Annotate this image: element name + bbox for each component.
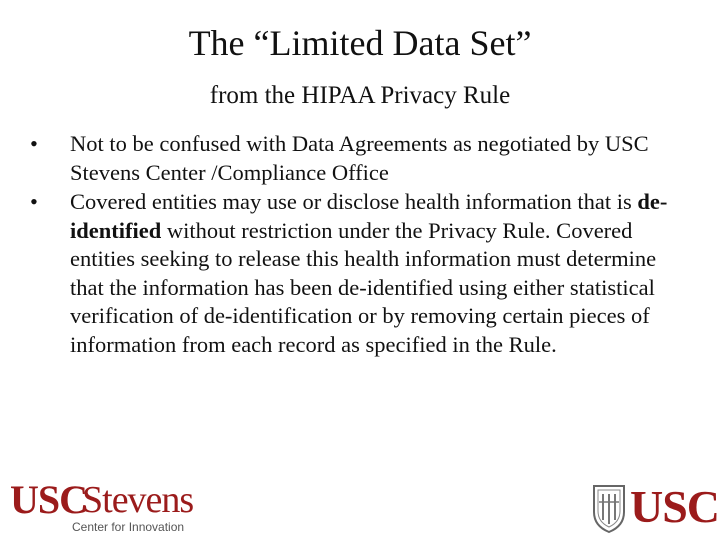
logo-stevens-text: Stevens	[82, 479, 194, 521]
bullet-text-after: without restriction under the Privacy Rule. Covered entities seeking to release this health information must determine that the information has been de-identified using either statistical verification of de-identification or by removing certain pieces of information from each record as specified in the Rule.	[70, 217, 657, 357]
logo-usc-text: USC	[10, 477, 88, 522]
bullet-item	[30, 188, 690, 359]
logo-usc-wordmark: USC	[630, 481, 720, 532]
bullet-text: Not to be confused with Data Agreements as negotiated by USC Stevens Center /Compliance Office	[70, 131, 649, 185]
usc-seal-icon	[590, 482, 628, 534]
bullet-marker: •	[30, 131, 38, 156]
bullet-list	[30, 130, 690, 360]
slide-subtitle: from the HIPAA Privacy Rule	[209, 82, 511, 109]
logo-tagline: Center for Innovation	[72, 520, 185, 534]
bullet-marker: •	[30, 189, 38, 214]
bullet-text-before: Covered entities may use or disclose health information that is	[70, 189, 638, 214]
slide-title: The “Limited Data Set”	[188, 23, 532, 63]
bullet-bold-term: de-identified	[70, 189, 668, 243]
bullet-item	[30, 130, 690, 187]
usc-stevens-logo	[10, 477, 210, 535]
usc-logo	[590, 481, 720, 537]
